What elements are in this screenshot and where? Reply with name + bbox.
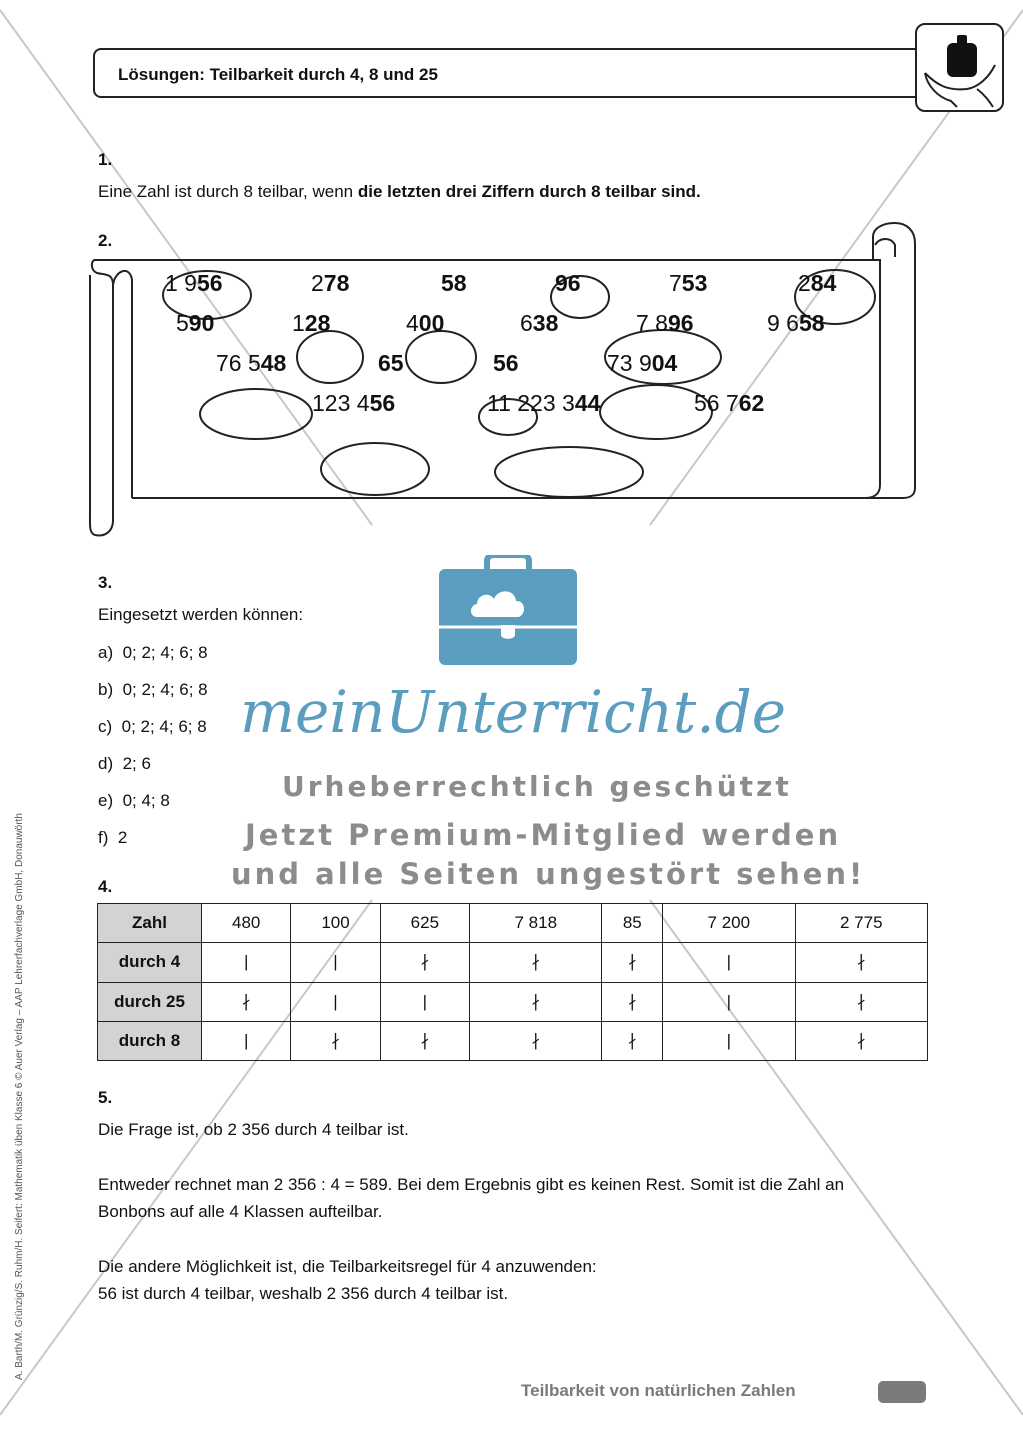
table-row xyxy=(98,982,928,1021)
watermark-line2: Jetzt Premium-Mitglied werden xyxy=(245,818,842,852)
number-item: 11 223 344 xyxy=(487,390,601,416)
row-label: durch 4 xyxy=(98,943,202,982)
section5-paragraph: 56 ist durch 4 teilbar, weshalb 2 356 durch 4 teilbar ist. xyxy=(98,1284,509,1303)
answer-item: c) 0; 2; 4; 6; 8 xyxy=(98,717,207,736)
page-title: Lösungen: Teilbarkeit durch 4, 8 und 25 xyxy=(118,65,438,84)
table-cell: ∤ xyxy=(602,1021,663,1060)
row-label: durch 8 xyxy=(98,1021,202,1060)
number-item: 9 658 xyxy=(767,310,825,336)
copyright-credit: A. Barth/M. Grünzig/S. Ruhm/H. Seifert: Mathematik üben Klasse 6 © Auer Verlag – AAP Lehrerfachverlage GmbH, Donauwörth xyxy=(14,813,25,1380)
number-item: 128 xyxy=(292,310,331,336)
number-item: 73 904 xyxy=(607,350,678,376)
table-header-cell: 7 818 xyxy=(470,904,602,943)
table-cell: ∤ xyxy=(380,1021,469,1060)
table-cell: | xyxy=(202,943,291,982)
answer-item: f) 2 xyxy=(98,828,128,847)
section3-number: 3. xyxy=(98,573,113,592)
section5-paragraph: Die andere Möglichkeit ist, die Teilbarkeitsregel für 4 anzuwenden: xyxy=(98,1257,597,1276)
row-label: durch 25 xyxy=(98,982,202,1021)
table-cell: | xyxy=(663,982,795,1021)
section1-text-bold: die letzten drei Ziffern durch 8 teilbar sind. xyxy=(357,182,701,201)
number-item: 58 xyxy=(441,270,467,296)
section3-intro: Eingesetzt werden können: xyxy=(98,605,304,624)
watermark-line1: Urheberrechtlich geschützt xyxy=(282,770,792,803)
footer-title: Teilbarkeit von natürlichen Zahlen xyxy=(521,1381,796,1400)
number-item: 284 xyxy=(798,270,837,296)
answer-item: d) 2; 6 xyxy=(98,754,151,773)
table-header-cell: 480 xyxy=(202,904,291,943)
section2-number: 2. xyxy=(98,231,113,250)
number-item: 56 xyxy=(493,350,519,376)
watermark-line3: und alle Seiten ungestört sehen! xyxy=(231,857,866,891)
section4-number: 4. xyxy=(98,877,113,896)
table-header-cell: 2 775 xyxy=(795,904,927,943)
answer-item: b) 0; 2; 4; 6; 8 xyxy=(98,680,208,699)
table-cell: ∤ xyxy=(470,982,602,1021)
table-header-cell: 7 200 xyxy=(663,904,795,943)
table-header-cell: 100 xyxy=(291,904,380,943)
table-row xyxy=(98,1021,928,1060)
table-cell: ∤ xyxy=(291,1021,380,1060)
answer-item: a) 0; 2; 4; 6; 8 xyxy=(98,643,208,662)
number-item: 400 xyxy=(406,310,445,336)
table-header-cell: Zahl xyxy=(98,904,202,943)
table-row xyxy=(98,943,928,982)
number-item: 56 762 xyxy=(694,390,765,416)
section1-text-plain: Eine Zahl ist durch 8 teilbar, wenn xyxy=(98,182,358,201)
table-header-row xyxy=(98,904,928,943)
number-item: 7 896 xyxy=(636,310,694,336)
table-header-cell: 85 xyxy=(602,904,663,943)
table-header-cell: 625 xyxy=(380,904,469,943)
table-cell: | xyxy=(202,1021,291,1060)
table-cell: ∤ xyxy=(795,1021,927,1060)
answer-ellipses xyxy=(0,0,1023,600)
briefcase-cloud-icon xyxy=(437,555,579,667)
table-cell: ∤ xyxy=(795,982,927,1021)
table-cell: | xyxy=(663,1021,795,1060)
number-item: 638 xyxy=(520,310,559,336)
table-cell: ∤ xyxy=(470,1021,602,1060)
table-cell: | xyxy=(663,943,795,982)
table-cell: ∤ xyxy=(380,943,469,982)
number-item: 123 456 xyxy=(312,390,396,416)
section1-number: 1. xyxy=(98,150,113,169)
table-cell: ∤ xyxy=(602,943,663,982)
table-cell: ∤ xyxy=(470,943,602,982)
number-item: 96 xyxy=(555,270,581,296)
table-cell: | xyxy=(380,982,469,1021)
table-cell: | xyxy=(291,943,380,982)
table-cell: ∤ xyxy=(202,982,291,1021)
table-cell: | xyxy=(291,982,380,1021)
number-item: 590 xyxy=(176,310,215,336)
divisibility-table xyxy=(97,903,928,1061)
number-item: 76 548 xyxy=(216,350,287,376)
section5-number: 5. xyxy=(98,1088,113,1107)
number-item: 1 956 xyxy=(165,270,223,296)
page-number-bar xyxy=(878,1381,926,1403)
section5-paragraph: Bonbons auf alle 4 Klassen aufteilbar. xyxy=(98,1202,383,1221)
table-cell: ∤ xyxy=(602,982,663,1021)
number-item: 753 xyxy=(669,270,708,296)
watermark-brand: meinUnterricht.de xyxy=(240,678,787,746)
number-item: 65 xyxy=(378,350,404,376)
number-item: 278 xyxy=(311,270,350,296)
section5-paragraph: Die Frage ist, ob 2 356 durch 4 teilbar ist. xyxy=(98,1120,409,1139)
section5-paragraph: Entweder rechnet man 2 356 : 4 = 589. Bei dem Ergebnis gibt es keinen Rest. Somit ist die Zahl an xyxy=(98,1175,845,1194)
table-cell: ∤ xyxy=(795,943,927,982)
answer-item: e) 0; 4; 8 xyxy=(98,791,170,810)
